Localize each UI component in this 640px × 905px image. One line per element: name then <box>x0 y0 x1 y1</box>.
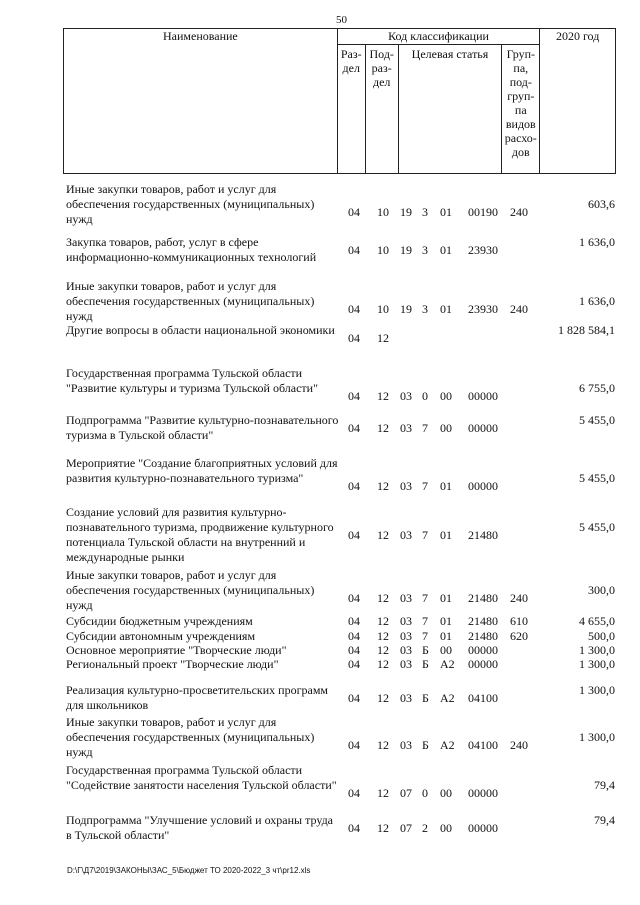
code-t1: 03 <box>400 528 412 542</box>
code-t3: 01 <box>440 614 452 628</box>
code-rz: 04 <box>348 331 360 345</box>
code-pr: 12 <box>377 691 389 705</box>
code-pr: 12 <box>377 591 389 605</box>
row-amount: 1 636,0 <box>579 294 615 308</box>
code-t2: Б <box>422 657 429 671</box>
table-row <box>0 235 640 269</box>
code-t1: 03 <box>400 389 412 403</box>
code-rz: 04 <box>348 691 360 705</box>
code-t4: 00000 <box>468 479 498 493</box>
code-rz: 04 <box>348 786 360 800</box>
row-name: Другие вопросы в области национальной экономики <box>66 323 335 337</box>
header-group: Груп-па, под-груп-па видов расхо-дов <box>502 45 540 174</box>
table-row <box>0 629 640 643</box>
row-amount: 1 636,0 <box>579 235 615 249</box>
code-t3: 00 <box>440 821 452 835</box>
code-t3: 00 <box>440 389 452 403</box>
code-vr: 240 <box>510 738 528 752</box>
code-t3: 00 <box>440 643 452 657</box>
code-t2: 3 <box>422 302 428 316</box>
code-t1: 03 <box>400 657 412 671</box>
code-pr: 12 <box>377 821 389 835</box>
row-amount: 4 655,0 <box>579 614 615 628</box>
row-name: Государственная программа Тульской области "Развитие культуры и туризма Тульской области" <box>66 366 318 395</box>
code-t4: 21480 <box>468 614 498 628</box>
code-t2: 0 <box>422 389 428 403</box>
code-t2: 7 <box>422 528 428 542</box>
code-t4: 23930 <box>468 243 498 257</box>
code-t2: Б <box>422 738 429 752</box>
code-t4: 21480 <box>468 528 498 542</box>
code-rz: 04 <box>348 614 360 628</box>
table-row <box>0 413 640 447</box>
header-razdel: Раз-дел <box>337 45 365 174</box>
code-t2: Б <box>422 643 429 657</box>
code-t3: А2 <box>440 657 455 671</box>
code-pr: 10 <box>377 302 389 316</box>
row-name: Государственная программа Тульской области "Содействие занятости населения Тульской области" <box>66 763 337 792</box>
code-t1: 03 <box>400 643 412 657</box>
code-vr: 240 <box>510 591 528 605</box>
row-amount: 79,4 <box>594 778 615 792</box>
code-t2: 0 <box>422 786 428 800</box>
code-t2: 7 <box>422 629 428 643</box>
row-amount: 79,4 <box>594 813 615 827</box>
row-name: Региональный проект "Творческие люди" <box>66 657 279 671</box>
code-t4: 21480 <box>468 591 498 605</box>
code-t3: 01 <box>440 302 452 316</box>
code-rz: 04 <box>348 629 360 643</box>
code-t3: А2 <box>440 691 455 705</box>
row-amount: 1 300,0 <box>579 643 615 657</box>
row-amount: 5 455,0 <box>579 520 615 534</box>
code-t1: 03 <box>400 738 412 752</box>
code-t1: 07 <box>400 786 412 800</box>
code-t4: 00000 <box>468 657 498 671</box>
code-t1: 03 <box>400 614 412 628</box>
code-t1: 07 <box>400 821 412 835</box>
code-t2: Б <box>422 691 429 705</box>
table-row <box>0 657 640 671</box>
code-t3: 01 <box>440 528 452 542</box>
code-t2: 7 <box>422 421 428 435</box>
header-name: Наименование <box>64 29 338 174</box>
code-pr: 12 <box>377 479 389 493</box>
table-row <box>0 279 640 325</box>
header-podrazdel: Под-раз-дел <box>365 45 398 174</box>
table-row <box>0 683 640 713</box>
code-rz: 04 <box>348 643 360 657</box>
code-rz: 04 <box>348 205 360 219</box>
row-amount: 300,0 <box>588 583 615 597</box>
code-rz: 04 <box>348 302 360 316</box>
code-t3: А2 <box>440 738 455 752</box>
row-name: Создание условий для развития культурно-познавательного туризма, продвижение культурного потенциала Тульской области на внутренний и международные рынки <box>66 505 334 564</box>
code-pr: 12 <box>377 421 389 435</box>
row-amount: 1 300,0 <box>579 730 615 744</box>
code-pr: 10 <box>377 205 389 219</box>
code-vr: 610 <box>510 614 528 628</box>
code-t1: 03 <box>400 591 412 605</box>
row-amount: 6 755,0 <box>579 381 615 395</box>
code-t4: 00000 <box>468 643 498 657</box>
row-name: Основное мероприятие "Творческие люди" <box>66 643 287 657</box>
header-code-group: Код классификации <box>337 29 540 45</box>
row-name: Иные закупки товаров, работ и услуг для обеспечения государственных (муниципальных) нужд <box>66 279 315 323</box>
code-t4: 00000 <box>468 421 498 435</box>
code-rz: 04 <box>348 591 360 605</box>
code-t2: 3 <box>422 243 428 257</box>
code-t1: 19 <box>400 205 412 219</box>
row-amount: 5 455,0 <box>579 471 615 485</box>
code-rz: 04 <box>348 528 360 542</box>
row-name: Закупка товаров, работ, услуг в сфере информационно-коммуникационных технологий <box>66 235 317 264</box>
code-t4: 21480 <box>468 629 498 643</box>
code-t1: 19 <box>400 302 412 316</box>
code-pr: 12 <box>377 786 389 800</box>
code-t2: 7 <box>422 591 428 605</box>
header-year: 2020 год <box>540 29 616 174</box>
code-vr: 240 <box>510 205 528 219</box>
code-t4: 00000 <box>468 821 498 835</box>
code-t4: 04100 <box>468 691 498 705</box>
row-name: Подпрограмма "Развитие культурно-познавательного туризма в Тульской области" <box>66 413 339 442</box>
row-name: Иные закупки товаров, работ и услуг для обеспечения государственных (муниципальных) нужд <box>66 715 315 759</box>
code-t2: 7 <box>422 614 428 628</box>
page-number: 50 <box>336 14 347 26</box>
table-row <box>0 614 640 628</box>
code-pr: 12 <box>377 331 389 345</box>
code-rz: 04 <box>348 479 360 493</box>
code-t3: 00 <box>440 786 452 800</box>
code-vr: 620 <box>510 629 528 643</box>
code-t1: 03 <box>400 421 412 435</box>
code-t4: 00000 <box>468 389 498 403</box>
code-pr: 12 <box>377 614 389 628</box>
code-t3: 01 <box>440 629 452 643</box>
row-name: Иные закупки товаров, работ и услуг для обеспечения государственных (муниципальных) нужд <box>66 568 315 612</box>
row-amount: 1 300,0 <box>579 683 615 697</box>
code-t4: 04100 <box>468 738 498 752</box>
code-rz: 04 <box>348 738 360 752</box>
code-t1: 03 <box>400 629 412 643</box>
code-t3: 01 <box>440 591 452 605</box>
row-amount: 500,0 <box>588 629 615 643</box>
table-row <box>0 505 640 567</box>
table-row <box>0 813 640 847</box>
table-row <box>0 715 640 761</box>
code-pr: 12 <box>377 643 389 657</box>
table-row <box>0 456 640 502</box>
row-name: Субсидии бюджетным учреждениям <box>66 614 253 628</box>
code-pr: 10 <box>377 243 389 257</box>
code-t3: 01 <box>440 205 452 219</box>
row-name: Реализация культурно-просветительских программ для школьников <box>66 683 329 712</box>
table-row <box>0 643 640 657</box>
row-name: Подпрограмма "Улучшение условий и охраны труда в Тульской области" <box>66 813 333 842</box>
code-t2: 2 <box>422 821 428 835</box>
table-row <box>0 323 640 357</box>
code-t3: 01 <box>440 243 452 257</box>
code-rz: 04 <box>348 243 360 257</box>
file-path-footer: D:\Г\Д7\2019\ЗАКОНЫ\ЗАС_5\Бюджет ТО 2020-2022_3 чт\pr12.xls <box>67 866 311 875</box>
table-row <box>0 366 640 404</box>
code-pr: 12 <box>377 389 389 403</box>
row-amount: 603,6 <box>588 197 615 211</box>
code-pr: 12 <box>377 629 389 643</box>
row-amount: 1 828 584,1 <box>558 323 615 337</box>
row-amount: 1 300,0 <box>579 657 615 671</box>
code-pr: 12 <box>377 657 389 671</box>
code-t4: 00190 <box>468 205 498 219</box>
table-row <box>0 568 640 614</box>
table-row <box>0 763 640 809</box>
code-pr: 12 <box>377 738 389 752</box>
code-t4: 23930 <box>468 302 498 316</box>
code-t2: 3 <box>422 205 428 219</box>
code-t1: 03 <box>400 479 412 493</box>
row-name: Иные закупки товаров, работ и услуг для обеспечения государственных (муниципальных) нужд <box>66 182 315 226</box>
code-rz: 04 <box>348 421 360 435</box>
code-t2: 7 <box>422 479 428 493</box>
code-t3: 00 <box>440 421 452 435</box>
code-t1: 03 <box>400 691 412 705</box>
code-vr: 240 <box>510 302 528 316</box>
code-rz: 04 <box>348 657 360 671</box>
code-t3: 01 <box>440 479 452 493</box>
row-name: Субсидии автономным учреждениям <box>66 629 256 643</box>
code-t1: 19 <box>400 243 412 257</box>
code-rz: 04 <box>348 389 360 403</box>
header-target: Целевая статья <box>398 45 502 174</box>
table-row <box>0 182 640 230</box>
row-amount: 5 455,0 <box>579 413 615 427</box>
code-pr: 12 <box>377 528 389 542</box>
code-t4: 00000 <box>468 786 498 800</box>
code-rz: 04 <box>348 821 360 835</box>
row-name: Мероприятие "Создание благоприятных условий для развития культурно-познавательного туризма" <box>66 456 338 485</box>
